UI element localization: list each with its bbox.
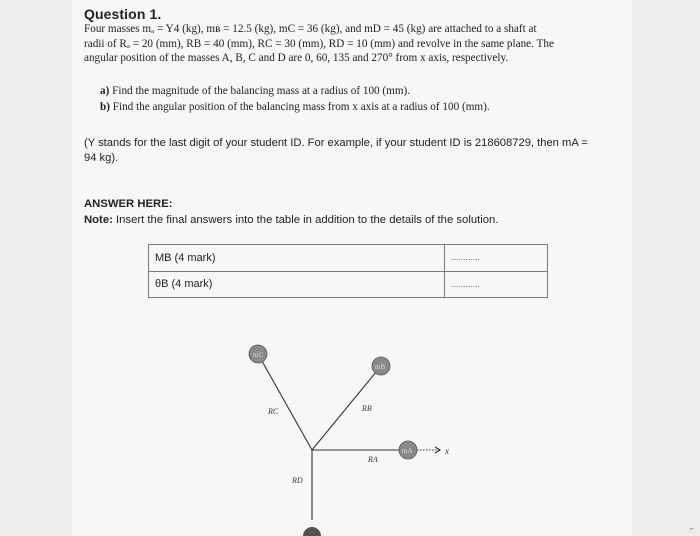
corner-watermark: ⌐	[689, 526, 694, 533]
radius-d-label: RD	[292, 476, 303, 485]
question-body-line-3: angular position of the masses A, B, C and D are 0, 60, 135 and 270° from x axis, respectively.	[84, 52, 509, 65]
part-b-label: b)	[100, 100, 110, 113]
mass-c-label: mC	[253, 351, 264, 359]
radius-b-label: RB	[362, 404, 372, 413]
answer-field-mass[interactable]: ............	[445, 245, 548, 272]
question-body-line-1: Four masses mₐ = Y4 (kg), mʙ = 12.5 (kg), mC = 36 (kg), and mD = 45 (kg) are attached to a shaft at	[84, 23, 537, 35]
arm-c	[258, 354, 312, 450]
answer-field-angle[interactable]: ............	[445, 271, 548, 298]
table-row	[149, 271, 548, 298]
answer-label-mass: MB (4 mark)	[149, 245, 445, 272]
part-b	[100, 100, 620, 116]
radius-c-label: RC	[268, 407, 279, 416]
answer-table	[148, 244, 548, 298]
question-body	[84, 22, 624, 66]
student-id-note-line-2: 94 kg).	[84, 152, 119, 164]
question-sheet	[72, 0, 632, 536]
part-b-text: Find the angular position of the balancing mass from x axis at a radius of 100 (mm).	[112, 100, 490, 113]
x-axis-label: x	[445, 446, 449, 456]
answer-note	[84, 214, 498, 226]
answer-note-text: Insert the final answers into the table in addition to the details of the solution.	[112, 214, 499, 226]
question-title: Question 1.	[84, 6, 162, 22]
answer-note-label: Note:	[84, 214, 113, 226]
mass-diagram	[72, 330, 632, 536]
student-id-note-line-1: (Y stands for the last digit of your student ID. For example, if your student ID is 218608729, then mA =	[84, 137, 588, 149]
mass-a-label: mA	[402, 447, 413, 455]
part-a-text: Find the magnitude of the balancing mass at a radius of 100 (mm).	[112, 85, 411, 97]
question-body-line-2: radii of Rₐ = 20 (mm), RB = 40 (mm), RC = 30 (mm), RD = 10 (mm) and revolve in the same plane. The	[84, 37, 554, 50]
radius-a-label: RA	[368, 455, 378, 464]
answer-label-angle: θB (4 mark)	[149, 271, 445, 298]
answer-heading: ANSWER HERE:	[84, 198, 173, 210]
mass-b-label: mB	[375, 363, 386, 371]
mass-d-circle	[303, 527, 321, 536]
part-a	[100, 84, 620, 100]
part-a-label: a)	[100, 85, 110, 97]
table-row	[149, 245, 548, 272]
student-id-note	[84, 136, 624, 166]
question-parts	[100, 84, 620, 115]
